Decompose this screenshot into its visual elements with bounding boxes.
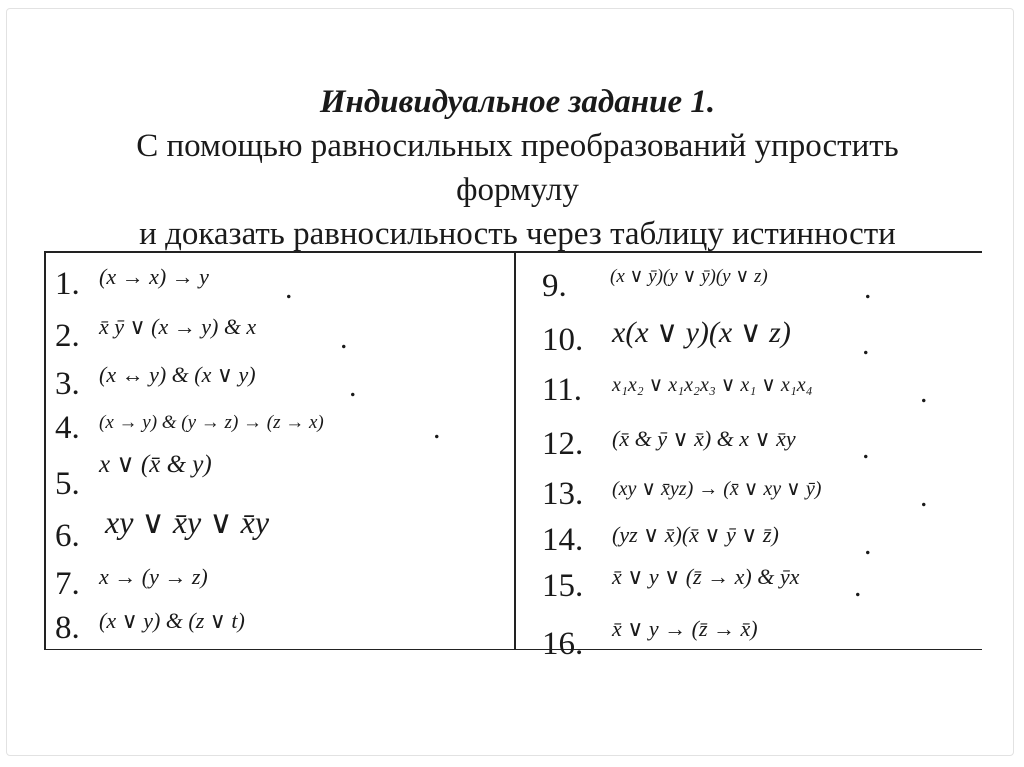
task-period: . [854, 570, 862, 603]
task-number: 13. [542, 476, 584, 512]
task-period: . [864, 528, 872, 561]
task-number: 15. [542, 568, 584, 604]
task-formula: (x → x) → y [99, 264, 209, 289]
task-number: 12. [542, 426, 584, 462]
task-period: . [862, 432, 870, 465]
task-number: 2. [55, 318, 80, 354]
heading-line-3: формулу [456, 172, 579, 208]
task-period: . [862, 328, 870, 361]
task-period: . [285, 272, 293, 305]
task-formula: x̄ ∨ y ∨ (z̄ → x) & ȳx [612, 564, 800, 589]
task-formula: (x ∨ y) & (z ∨ t) [99, 608, 245, 633]
task-formula: (x → y) & (y → z) → (z → x) [99, 412, 324, 433]
task-formula: (x̄ & ȳ ∨ x̄) & x ∨ x̄y [612, 426, 796, 451]
task-period: . [349, 370, 357, 403]
task-formula: x(x ∨ y)(x ∨ z) [612, 316, 791, 349]
task-number: 4. [55, 410, 80, 446]
task-number: 6. [55, 518, 80, 554]
task-number: 10. [542, 322, 584, 358]
task-formula: (yz ∨ x̄)(x̄ ∨ ȳ ∨ z̄) [612, 522, 779, 547]
task-number: 11. [542, 372, 583, 408]
task-number: 1. [55, 266, 80, 302]
task-formula: x ∨ (x̄ & y) [99, 451, 212, 478]
task-formula: (x ∨ ȳ)(y ∨ ȳ)(y ∨ z) [610, 266, 768, 287]
heading-line-4: и доказать равносильность через таблицу истинности [139, 216, 896, 252]
column-divider [514, 251, 516, 650]
task-number: 9. [542, 268, 567, 304]
heading [40, 80, 995, 256]
task-period: . [920, 480, 928, 513]
task-formula: xy ∨ x̄y ∨ x̄y [105, 504, 270, 540]
task-number: 8. [55, 610, 80, 646]
heading-line-2: С помощью равносильных преобразований упростить [136, 128, 899, 164]
task-formula: (xy ∨ x̄yz) → (x̄ ∨ xy ∨ ȳ) [612, 478, 822, 500]
task-formula: (x ↔ y) & (x ∨ y) [99, 362, 256, 387]
task-number: 7. [55, 566, 80, 602]
task-formula: x̄ ȳ ∨ (x → y) & x [99, 314, 257, 339]
task-number: 16. [542, 626, 584, 662]
task-period: . [864, 272, 872, 305]
task-number: 5. [55, 466, 80, 502]
page-title: Индивидуальное задание 1. [319, 84, 716, 120]
task-period: . [340, 322, 348, 355]
task-formula: x₁x₂ ∨ x₁x₂x₃ ∨ x₁ ∨ x₁x₄ [612, 374, 813, 396]
task-period: . [433, 412, 441, 445]
task-number: 14. [542, 522, 584, 558]
task-number: 3. [55, 366, 80, 402]
task-formula: x → (y → z) [99, 564, 208, 589]
task-period: . [920, 376, 928, 409]
task-formula: x̄ ∨ y → (z̄ → x̄) [612, 616, 758, 641]
